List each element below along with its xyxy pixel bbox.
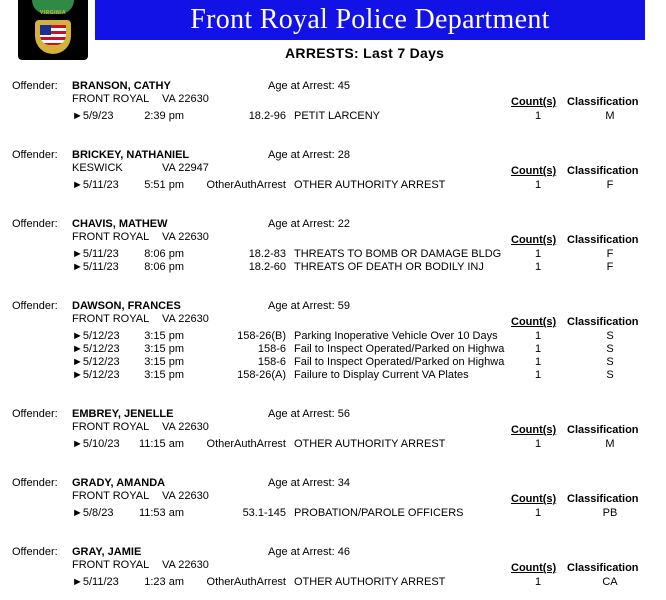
charge-date: ►5/11/23 [72, 261, 119, 273]
offender-label: Offender: [12, 408, 58, 420]
offender-state-zip: VA 22630 [162, 421, 209, 433]
counts-header: Count(s) [511, 562, 557, 574]
offender-city: KESWICK [72, 162, 123, 174]
offender-name: EMBREY, JENELLE [72, 408, 174, 420]
charge-time: 8:06 pm [144, 261, 184, 273]
offender-state-zip: VA 22630 [162, 313, 209, 325]
charge-classification: M [605, 438, 615, 450]
charge-count: 1 [534, 576, 542, 588]
offender-city: FRONT ROYAL [72, 313, 150, 325]
charge-time: 2:39 pm [144, 110, 184, 122]
offender-state-zip: VA 22630 [162, 559, 209, 571]
charge-classification: S [606, 356, 614, 368]
classification-header: Classification [567, 96, 639, 108]
counts-header: Count(s) [511, 234, 557, 246]
charge-count: 1 [534, 110, 542, 122]
offender-name: GRAY, JAMIE [72, 546, 142, 558]
counts-header: Count(s) [511, 493, 557, 505]
charge-count: 1 [534, 343, 542, 355]
offender-name: BRICKEY, NATHANIEL [72, 149, 190, 161]
charge-row [0, 356, 666, 369]
charge-classification: PB [602, 507, 618, 519]
charge-row [0, 330, 666, 343]
report-subtitle: ARRESTS: Last 7 Days [285, 45, 445, 61]
charge-classification: F [606, 179, 614, 191]
classification-header: Classification [567, 493, 639, 505]
charge-time: 3:15 pm [144, 343, 184, 355]
charge-description: OTHER AUTHORITY ARREST [294, 576, 446, 588]
charge-description: THREATS TO BOMB OR DAMAGE BLDG [294, 248, 502, 260]
charge-row [0, 507, 666, 520]
charge-date: ►5/9/23 [72, 110, 114, 122]
charge-time: 11:15 am [138, 438, 184, 450]
offender-state-zip: VA 22630 [162, 490, 209, 502]
charge-description: Fail to Inspect Operated/Parked on Highwa [294, 356, 505, 368]
offender-label: Offender: [12, 80, 58, 92]
charge-classification: F [606, 261, 614, 273]
offender-city: FRONT ROYAL [72, 231, 150, 243]
age-at-arrest: Age at Arrest: 34 [268, 477, 350, 489]
age-at-arrest: Age at Arrest: 22 [268, 218, 350, 230]
age-at-arrest: Age at Arrest: 59 [268, 300, 350, 312]
age-at-arrest: Age at Arrest: 46 [268, 546, 350, 558]
offender-label: Offender: [12, 477, 58, 489]
statute-code: 18.2-60 [248, 261, 286, 273]
charge-description: Failure to Display Current VA Plates [294, 369, 469, 381]
charge-count: 1 [534, 248, 542, 260]
charge-time: 11:53 am [138, 507, 184, 519]
charge-date: ►5/12/23 [72, 369, 120, 381]
offender-label: Offender: [12, 218, 58, 230]
counts-header: Count(s) [511, 165, 557, 177]
offender-city: FRONT ROYAL [72, 559, 150, 571]
statute-code: OtherAuthArrest [206, 576, 286, 588]
age-at-arrest: Age at Arrest: 45 [268, 80, 350, 92]
police-badge-logo [18, 0, 88, 60]
offender-name: CHAVIS, MATHEW [72, 218, 168, 230]
charge-classification: S [606, 369, 614, 381]
charge-description: PETIT LARCENY [294, 110, 380, 122]
offender-name: DAWSON, FRANCES [72, 300, 181, 312]
offender-name: GRADY, AMANDA [72, 477, 166, 489]
charge-description: Fail to Inspect Operated/Parked on Highwa [294, 343, 505, 355]
offender-label: Offender: [12, 300, 58, 312]
charge-count: 1 [534, 179, 542, 191]
charge-time: 1:23 am [144, 576, 184, 588]
statute-code: 53.1-145 [242, 507, 286, 519]
charge-classification: F [606, 248, 614, 260]
charge-time: 3:15 pm [144, 356, 184, 368]
charge-classification: S [606, 330, 614, 342]
offender-city: FRONT ROYAL [72, 490, 150, 502]
offender-state-zip: VA 22630 [162, 231, 209, 243]
charge-count: 1 [534, 369, 542, 381]
offender-state-zip: VA 22947 [162, 162, 209, 174]
charge-date: ►5/11/23 [72, 576, 119, 588]
charge-description: PROBATION/PAROLE OFFICERS [294, 507, 464, 519]
charge-row [0, 369, 666, 382]
counts-header: Count(s) [511, 96, 557, 108]
charge-date: ►5/8/23 [72, 507, 114, 519]
charge-row [0, 248, 666, 261]
charge-description: THREATS OF DEATH OR BODILY INJ [294, 261, 484, 273]
charge-count: 1 [534, 356, 542, 368]
seal-text: VIRGINIA [39, 10, 67, 16]
charge-count: 1 [534, 261, 542, 273]
charge-row [0, 576, 666, 589]
charge-count: 1 [534, 330, 542, 342]
charge-row [0, 261, 666, 274]
offender-state-zip: VA 22630 [162, 93, 209, 105]
charge-description: Parking Inoperative Vehicle Over 10 Days [294, 330, 498, 342]
charge-description: OTHER AUTHORITY ARREST [294, 179, 446, 191]
charge-date: ►5/12/23 [72, 330, 120, 342]
charge-date: ►5/11/23 [72, 179, 119, 191]
offender-label: Offender: [12, 546, 58, 558]
charge-description: OTHER AUTHORITY ARREST [294, 438, 446, 450]
us-flag-icon [40, 25, 66, 45]
charge-row [0, 179, 666, 192]
page-title: Front Royal Police Department [95, 0, 645, 40]
statute-code: OtherAuthArrest [206, 438, 286, 450]
charge-count: 1 [534, 507, 542, 519]
statute-code: 18.2-83 [248, 248, 286, 260]
statute-code: 158-6 [257, 343, 286, 355]
statute-code: OtherAuthArrest [206, 179, 286, 191]
charge-classification: CA [602, 576, 618, 588]
classification-header: Classification [567, 316, 639, 328]
charge-time: 3:15 pm [144, 369, 184, 381]
statute-code: 158-6 [257, 356, 286, 368]
offender-label: Offender: [12, 149, 58, 161]
charge-row [0, 438, 666, 451]
age-at-arrest: Age at Arrest: 56 [268, 408, 350, 420]
classification-header: Classification [567, 234, 639, 246]
charge-time: 8:06 pm [144, 248, 184, 260]
classification-header: Classification [567, 165, 639, 177]
counts-header: Count(s) [511, 316, 557, 328]
classification-header: Classification [567, 562, 639, 574]
charge-date: ►5/12/23 [72, 356, 120, 368]
charge-classification: M [605, 110, 615, 122]
charge-count: 1 [534, 438, 542, 450]
offender-city: FRONT ROYAL [72, 421, 150, 433]
statute-code: 18.2-96 [248, 110, 286, 122]
age-at-arrest: Age at Arrest: 28 [268, 149, 350, 161]
charge-row [0, 343, 666, 356]
charge-date: ►5/11/23 [72, 248, 119, 260]
charge-time: 5:51 pm [144, 179, 184, 191]
counts-header: Count(s) [511, 424, 557, 436]
offender-city: FRONT ROYAL [72, 93, 150, 105]
charge-row [0, 110, 666, 123]
statute-code: 158-26(B) [237, 330, 286, 342]
offender-name: BRANSON, CATHY [72, 80, 171, 92]
charge-time: 3:15 pm [144, 330, 184, 342]
statute-code: 158-26(A) [237, 369, 286, 381]
charge-date: ►5/12/23 [72, 343, 120, 355]
charge-classification: S [606, 343, 614, 355]
classification-header: Classification [567, 424, 639, 436]
charge-date: ►5/10/23 [72, 438, 120, 450]
